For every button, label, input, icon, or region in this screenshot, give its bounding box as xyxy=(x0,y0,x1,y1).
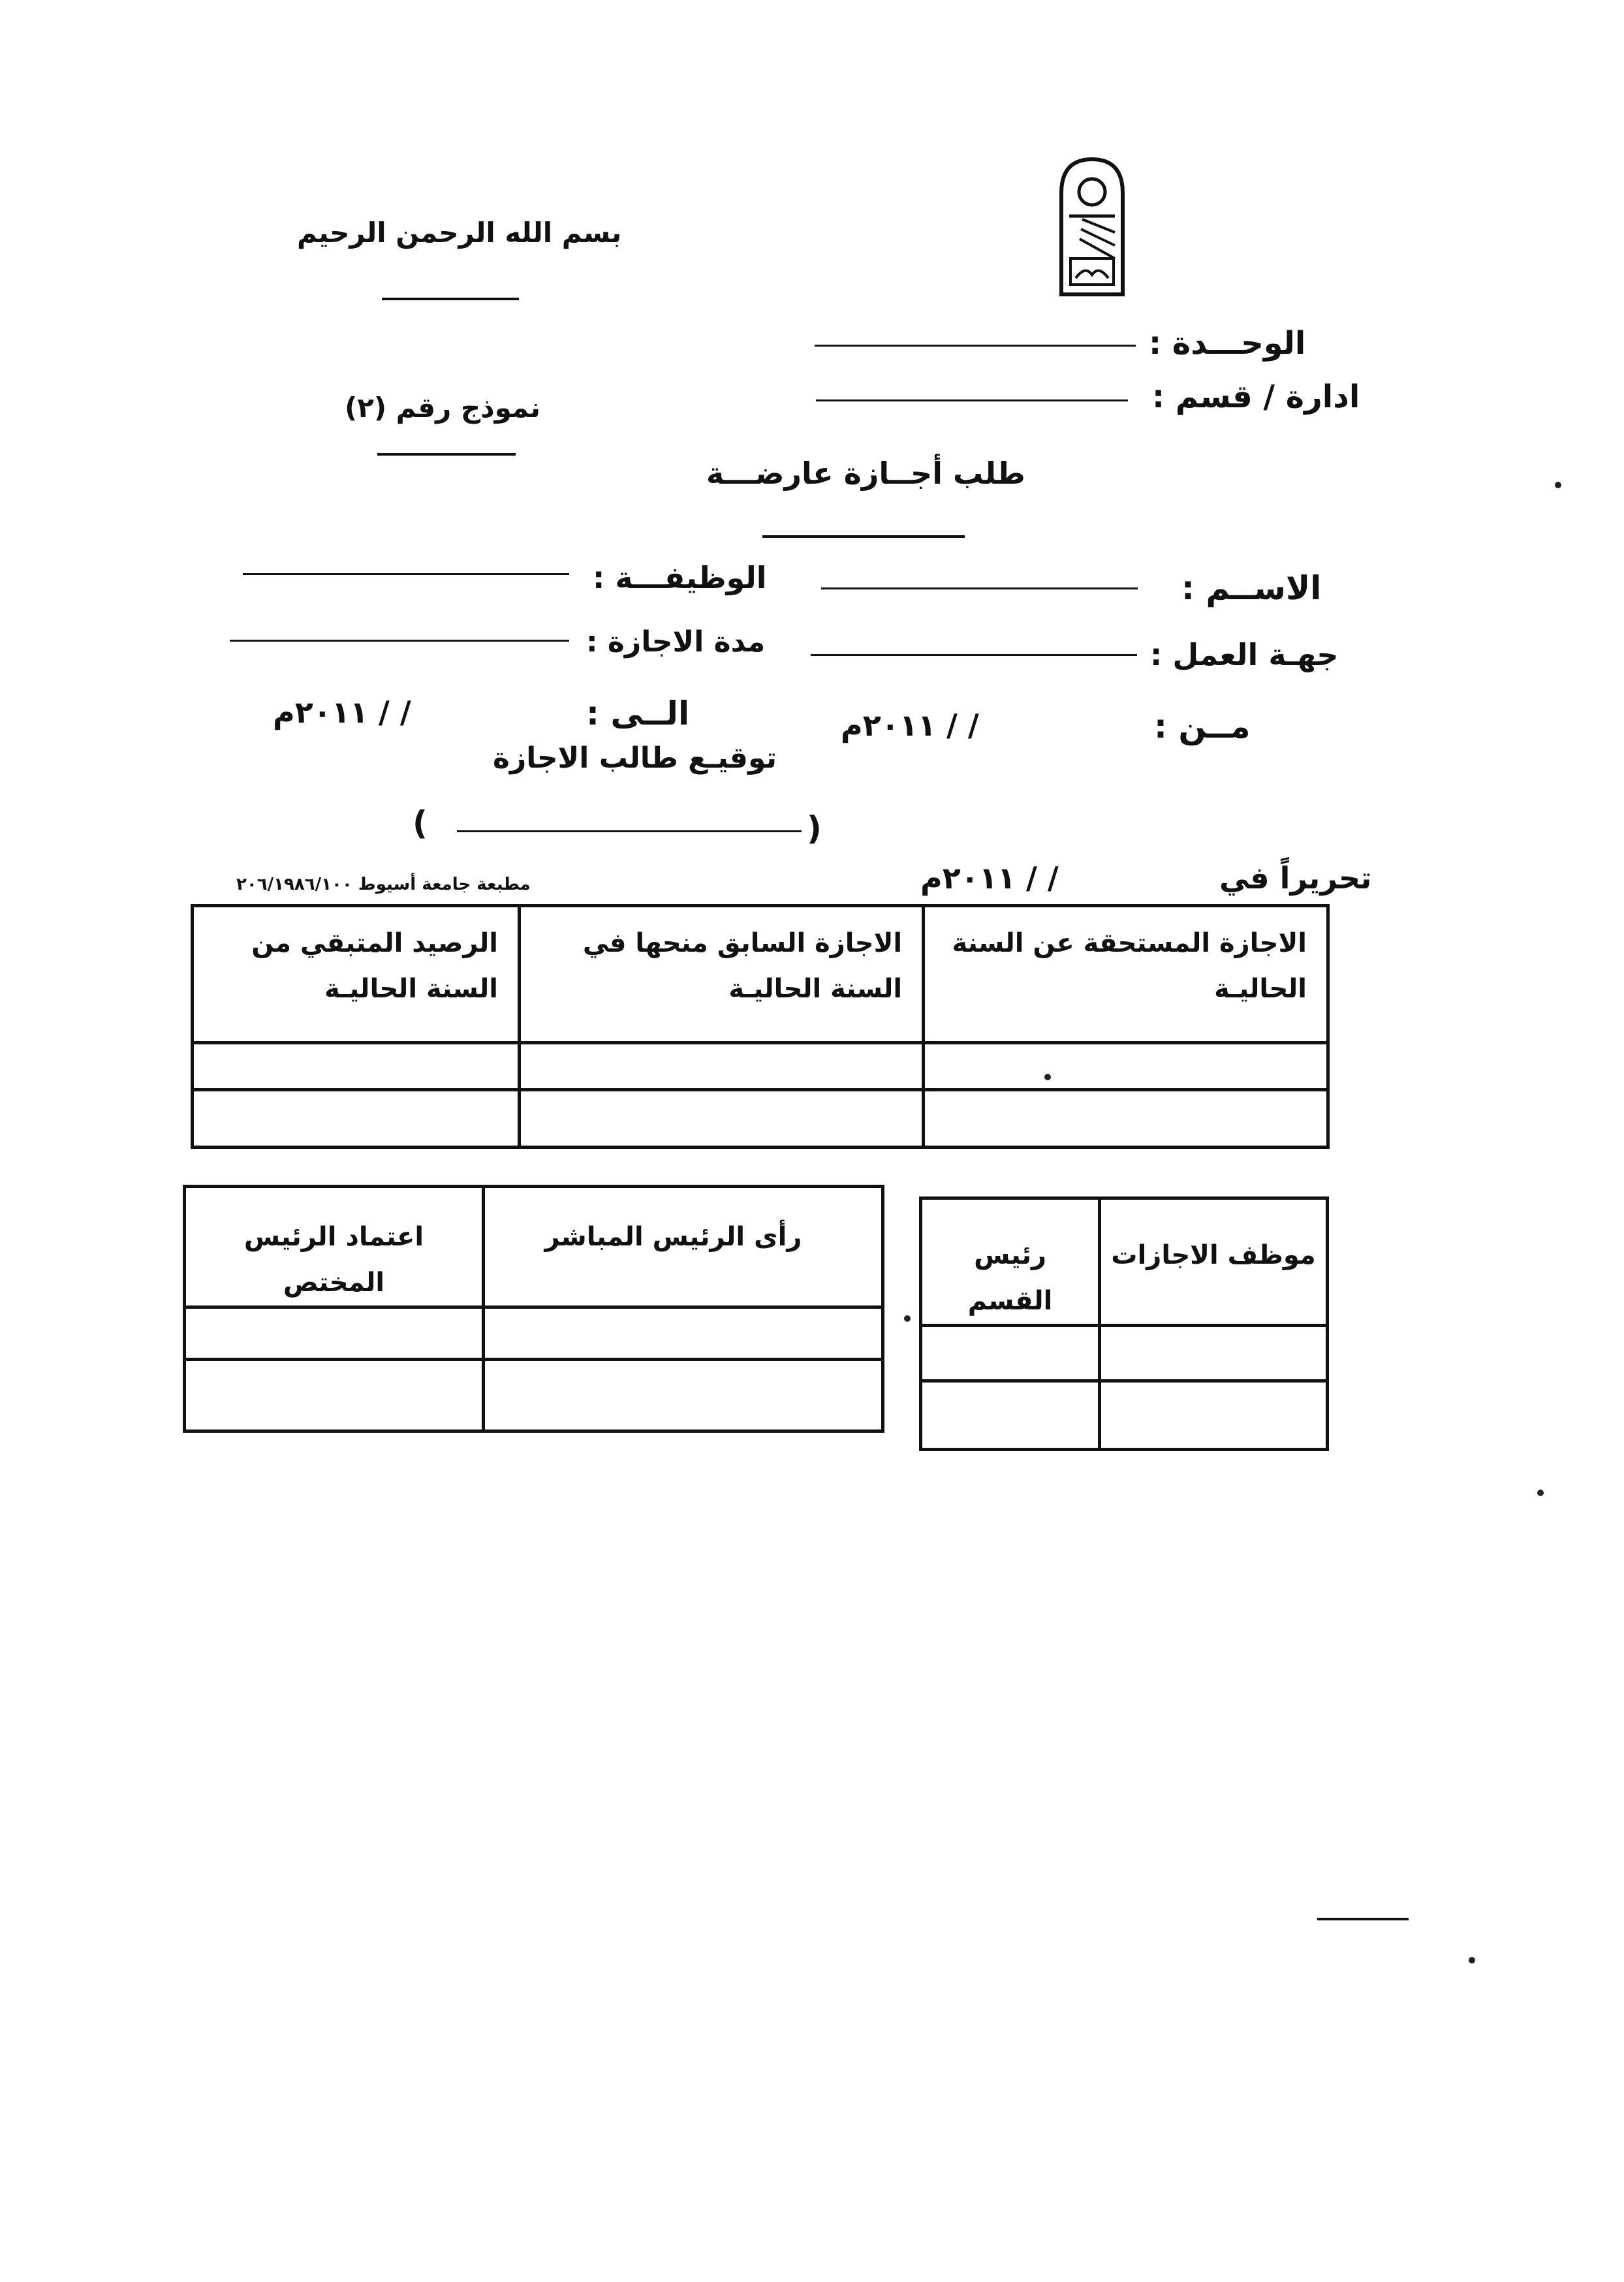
leave-officer-header: موظف الاجازات xyxy=(1111,1240,1316,1270)
department-field[interactable] xyxy=(816,399,1128,401)
scan-speck xyxy=(1537,1490,1544,1496)
form-title: طلب أجــازة عارضـــة xyxy=(706,456,1025,491)
signature-field[interactable] xyxy=(457,830,802,832)
from-label: مــن : xyxy=(1154,708,1251,745)
form-number: نموذج رقم (٢) xyxy=(345,392,540,424)
department-head-header: رئيس القسم xyxy=(967,1240,1053,1316)
department-head-cell[interactable] xyxy=(921,1326,1100,1381)
approval-table-left xyxy=(183,1185,884,1433)
basmala: بسم الله الرحمن الرحيم xyxy=(297,217,622,249)
unit-field[interactable] xyxy=(815,345,1136,347)
leave-officer-cell[interactable] xyxy=(1100,1326,1328,1381)
entitled-leave-header: الاجازة المستحقة عن السنة الحاليـة xyxy=(952,928,1307,1004)
signature-label: توقيـع طالب الاجازة xyxy=(493,742,777,775)
scan-speck xyxy=(1044,1074,1051,1080)
previously-granted-header: الاجازة السابق منحها في السنة الحاليـة xyxy=(582,928,903,1004)
remaining-balance-header: الرصيد المتبقي من السنة الحاليـة xyxy=(251,928,498,1004)
signature-open-paren: ) xyxy=(413,804,428,842)
direct-supervisor-opinion-cell-2[interactable] xyxy=(483,1360,882,1431)
workplace-field[interactable] xyxy=(811,654,1137,656)
form-title-underline xyxy=(762,535,965,538)
dated-label: تحريراً في xyxy=(1219,860,1372,896)
competent-head-approval-cell[interactable] xyxy=(185,1307,484,1360)
direct-supervisor-opinion-cell[interactable] xyxy=(483,1307,882,1360)
previously-granted-cell-2[interactable] xyxy=(519,1090,923,1148)
job-label: الوظيفـــة : xyxy=(593,560,767,595)
direct-supervisor-opinion-header: رأى الرئيس المباشر xyxy=(544,1222,802,1252)
entitled-leave-cell[interactable] xyxy=(924,1043,1328,1090)
print-note: مطبعة جامعة أسيوط ٢٠٦/١٩٨٦/١٠٠ xyxy=(236,875,531,894)
entitled-leave-cell-2[interactable] xyxy=(924,1090,1328,1148)
unit-label: الوحـــدة : xyxy=(1149,325,1306,362)
form-number-underline xyxy=(377,453,516,456)
competent-head-approval-cell-2[interactable] xyxy=(185,1360,484,1431)
approval-table-right xyxy=(919,1196,1329,1451)
department-label: ادارة / قسم : xyxy=(1152,379,1360,415)
job-field[interactable] xyxy=(243,573,569,575)
duration-field[interactable] xyxy=(230,640,569,642)
scan-mark xyxy=(1317,1918,1409,1920)
duration-label: مدة الاجازة : xyxy=(586,625,766,659)
remaining-balance-cell[interactable] xyxy=(193,1043,520,1090)
scan-speck xyxy=(1469,1957,1475,1963)
to-label: الــى : xyxy=(586,695,690,732)
competent-head-approval-header: اعتماد الرئيس المختص xyxy=(243,1222,424,1298)
university-logo xyxy=(1056,154,1128,298)
remaining-balance-cell-2[interactable] xyxy=(193,1090,520,1148)
basmala-underline xyxy=(382,298,519,300)
workplace-label: جهـة العمل : xyxy=(1150,637,1339,672)
from-date[interactable]: / / ٢٠١١م xyxy=(841,708,979,743)
to-date[interactable]: / / ٢٠١١م xyxy=(273,695,411,730)
signature-close-paren: ( xyxy=(807,809,822,847)
name-label: الاســم : xyxy=(1181,569,1322,607)
department-head-cell-2[interactable] xyxy=(921,1381,1100,1450)
leave-officer-cell-2[interactable] xyxy=(1100,1381,1328,1450)
name-field[interactable] xyxy=(821,587,1138,589)
balance-table xyxy=(191,904,1330,1149)
scan-speck xyxy=(904,1315,911,1322)
scan-speck xyxy=(1555,482,1561,488)
previously-granted-cell[interactable] xyxy=(519,1043,923,1090)
dated-value[interactable]: / / ٢٠١١م xyxy=(920,860,1059,896)
